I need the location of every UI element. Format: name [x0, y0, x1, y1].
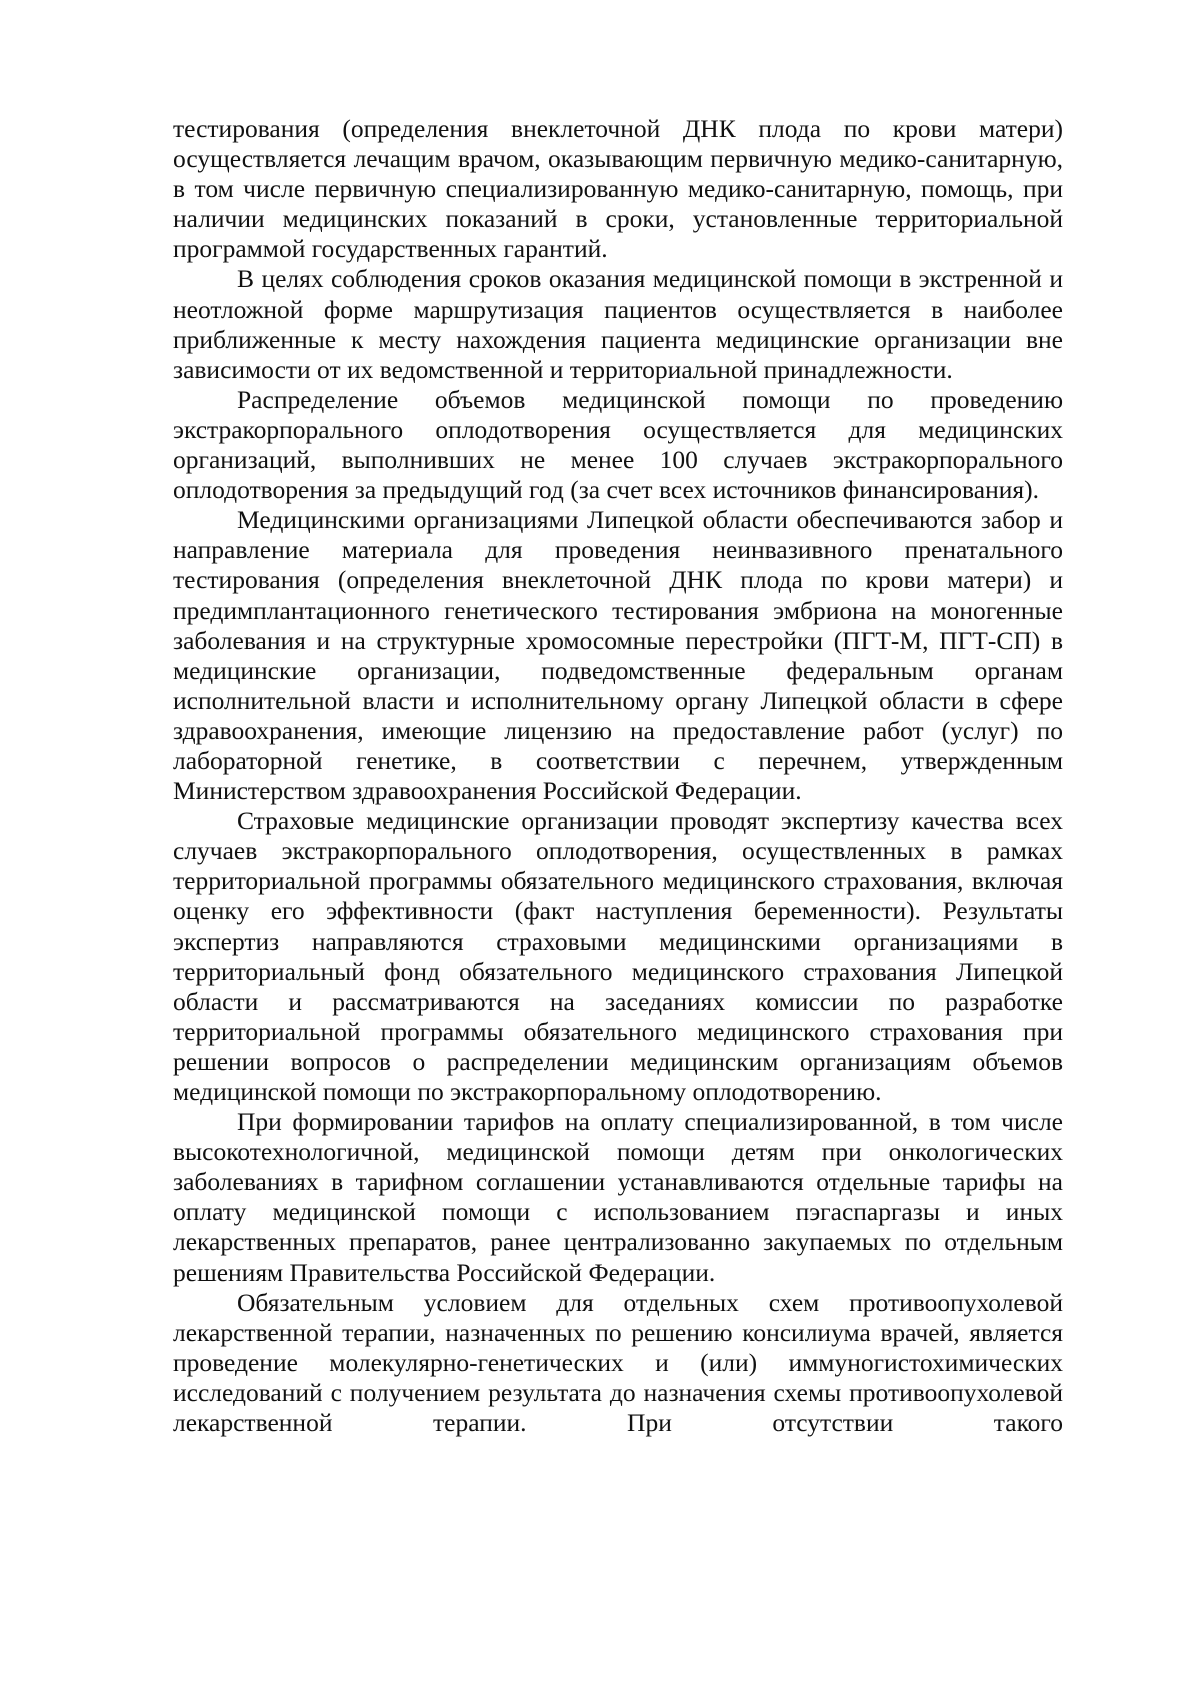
paragraph-antitumor-therapy: Обязательным условием для отдельных схем противоопухолевой лекарственной терапии, назначенных по решению консилиума врачей, является проведение молекулярно-генетических и (или) иммуногистохимических исследований с получением результата до назначения схемы противоопухолевой лекарственной терапии. При отсутствии такого	[173, 1287, 1063, 1438]
paragraph-emergency-routing: В целях соблюдения сроков оказания медицинской помощи в экстренной и неотложной форме маршрутизация пациентов осуществляется в наиболее приближенные к месту нахождения пациента медицинские организации вне зависимости от их ведомственной и территориальной принадлежности.	[173, 264, 1063, 384]
paragraph-genetic-testing: Медицинскими организациями Липецкой области обеспечиваются забор и направление материала для проведения неинвазивного пренатального тестирования (определения внеклеточной ДНК плода по крови матери) и предимплантационного генетического тестирования эмбриона на моногенные заболевания и на структурные хромосомные перестройки (ПГТ-М, ПГТ-СП) в медицинские организации, подведомственные федеральным органам исполнительной власти и исполнительному органу Липецкой области в сфере здравоохранения, имеющие лицензию на предоставление работ (услуг) по лабораторной генетике, в соответствии с перечнем, утвержденным Министерством здравоохранения Российской Федерации.	[173, 505, 1063, 806]
paragraph-insurance-expertise: Страховые медицинские организации проводят экспертизу качества всех случаев экстракорпорального оплодотворения, осуществленных в рамках территориальной программы обязательного медицинского страхования, включая оценку его эффективности (факт наступления беременности). Результаты экспертиз направляются страховыми медицинскими организациями в территориальный фонд обязательного медицинского страхования Липецкой области и рассматриваются на заседаниях комиссии по разработке территориальной программы обязательного медицинского страхования при решении вопросов о распределении медицинским организациям объемов медицинской помощи по экстракорпоральному оплодотворению.	[173, 806, 1063, 1106]
paragraph-oncology-tariffs: При формировании тарифов на оплату специализированной, в том числе высокотехнологичной, медицинской помощи детям при онкологических заболеваниях в тарифном соглашении устанавливаются отдельные тарифы на оплату медицинской помощи с использованием пэгаспаргазы и иных лекарственных препаратов, ранее централизованно закупаемых по отдельным решениям Правительства Российской Федерации.	[173, 1107, 1063, 1287]
document-page	[173, 114, 1063, 1438]
paragraph-continuation: тестирования (определения внеклеточной ДНК плода по крови матери) осуществляется лечащим врачом, оказывающим первичную медико-санитарную, в том числе первичную специализированную медико-санитарную, помощь, при наличии медицинских показаний в сроки, установленные территориальной программой государственных гарантий.	[173, 114, 1063, 264]
paragraph-ivf-volume-distribution: Распределение объемов медицинской помощи по проведению экстракорпорального оплодотворения осуществляется для медицинских организаций, выполнивших не менее 100 случаев экстракорпорального оплодотворения за предыдущий год (за счет всех источников финансирования).	[173, 384, 1063, 505]
